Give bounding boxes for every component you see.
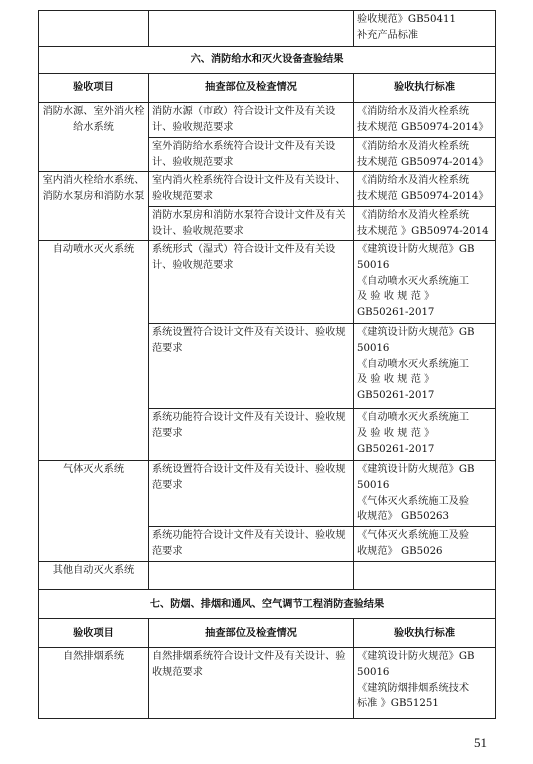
header-standard: 验收执行标准 [354, 619, 496, 648]
table-row [39, 241, 496, 324]
standard-line: 《自动喷水灭火系统施工 [357, 275, 470, 287]
empty-item-cell [39, 11, 149, 47]
standard-cell [354, 138, 496, 172]
item-cell: 消防水源、室外消火栓给水系统 [39, 103, 149, 172]
section-title: 六、消防给水和灭火设备查验结果 [39, 47, 496, 74]
standard-cell [354, 241, 496, 324]
standard-cell [354, 527, 496, 562]
section6-header-row [39, 74, 496, 103]
standard-line: 《建筑设计防火规范》GB [357, 327, 475, 339]
standard-cell [354, 648, 496, 719]
section7-title-row [39, 590, 496, 619]
inspection-form-table [38, 10, 496, 719]
item-cell: 自动喷水灭火系统 [39, 241, 149, 461]
standard-line: 及 验 收 规 范 》 [357, 374, 435, 386]
standard-line: 《建筑设计防火规范》GB [357, 651, 475, 663]
standard-line: 《气体灭火系统施工及验 [357, 495, 470, 507]
section-title: 七、防烟、排烟和通风、空气调节工程消防查验结果 [39, 590, 496, 619]
check-cell: 系统功能符合设计文件及有关设计、验收规范要求 [149, 527, 354, 562]
standard-line: GB50261-2017 [357, 389, 435, 401]
check-cell: 消防水源（市政）符合设计文件及有关设计、验收规范要求 [149, 103, 354, 138]
section6-title-row [39, 47, 496, 74]
check-cell: 系统设置符合设计文件及有关设计、验收规范要求 [149, 324, 354, 409]
empty-standard-cell [354, 562, 496, 590]
standard-line: 《消防给水及消火栓系统 [357, 141, 470, 152]
standard-line: 《消防给水及消火栓系统 [357, 175, 470, 187]
header-item: 验收项目 [39, 74, 149, 103]
header-item: 验收项目 [39, 619, 149, 648]
standard-line: 《建筑防烟排烟系统技术 [357, 682, 470, 694]
check-cell: 室外消防给水系统符合设计文件及有关设计、验收规范要求 [149, 138, 354, 172]
item-cell: 其他自动灭火系统 [39, 562, 149, 590]
header-standard: 验收执行标准 [354, 74, 496, 103]
standard-cell [354, 461, 496, 527]
check-cell: 自然排烟系统符合设计文件及有关设计、验收规范要求 [149, 648, 354, 719]
standard-cell [354, 409, 496, 461]
section7-header-row [39, 619, 496, 648]
table-row [39, 562, 496, 590]
standard-line: 50016 [357, 259, 390, 271]
standard-cell [354, 103, 496, 138]
standard-line: 《自动喷水灭火系统施工 [357, 412, 470, 424]
table-row [39, 103, 496, 138]
header-check: 抽查部位及检查情况 [149, 619, 354, 648]
standard-line: 收规范》 GB50263 [357, 511, 450, 523]
table-row [39, 461, 496, 527]
standard-line: 《气体灭火系统施工及验 [357, 530, 470, 542]
item-cell: 室内消火栓给水系统、消防水泵房和消防水泵 [39, 172, 149, 241]
standard-cell [354, 11, 496, 47]
standard-line: 《消防给水及消火栓系统 [357, 106, 470, 117]
check-cell: 消防水泵房和消防水泵符合设计文件及有关设计、验收规范要求 [149, 207, 354, 241]
standard-line: 技术规范 》GB50974-2014 [357, 225, 489, 237]
standard-line: 技术规范 GB50974-2014》 [357, 190, 489, 202]
empty-check-cell [149, 11, 354, 47]
empty-check-cell [149, 562, 354, 590]
check-cell: 系统功能符合设计文件及有关设计、验收规范要求 [149, 409, 354, 461]
check-cell: 系统设置符合设计文件及有关设计、验收规范要求 [149, 461, 354, 527]
standard-line: 验收规范》GB50411 [357, 14, 456, 25]
page-number: 51 [474, 735, 487, 750]
header-check: 抽查部位及检查情况 [149, 74, 354, 103]
standard-line: 收规范》 GB5026 [357, 545, 443, 557]
standard-line: 技术规范 GB50974-2014》 [357, 121, 489, 133]
standard-line: 《建筑设计防火规范》GB [357, 244, 475, 256]
standard-line: 及 验 收 规 范 》 [357, 427, 435, 439]
standard-line: 及 验 收 规 范 》 [357, 291, 435, 303]
standard-line: 《消防给水及消火栓系统 [357, 210, 470, 222]
table-row [39, 648, 496, 719]
check-cell: 室内消火栓系统符合设计文件及有关设计、验收规范要求 [149, 172, 354, 207]
standard-line: GB50261-2017 [357, 443, 435, 455]
standard-line: 50016 [357, 342, 390, 354]
standard-line: 《建筑设计防火规范》GB [357, 464, 475, 476]
standard-line: 《自动喷水灭火系统施工 [357, 358, 470, 370]
item-cell: 自然排烟系统 [39, 648, 149, 719]
table-row [39, 172, 496, 207]
standard-line: 50016 [357, 479, 390, 491]
standard-line: 技术规范 GB50974-2014》 [357, 156, 489, 168]
standard-line: 标准 》GB51251 [357, 698, 439, 710]
item-cell: 气体灭火系统 [39, 461, 149, 562]
standard-cell [354, 172, 496, 207]
standard-line: GB50261-2017 [357, 306, 435, 318]
check-cell: 系统形式（湿式）符合设计文件及有关设计、验收规范要求 [149, 241, 354, 324]
continuation-row [39, 11, 496, 47]
standard-line: 补充产品标准 [357, 29, 419, 41]
standard-line: 50016 [357, 666, 390, 678]
standard-cell [354, 207, 496, 241]
standard-cell [354, 324, 496, 409]
